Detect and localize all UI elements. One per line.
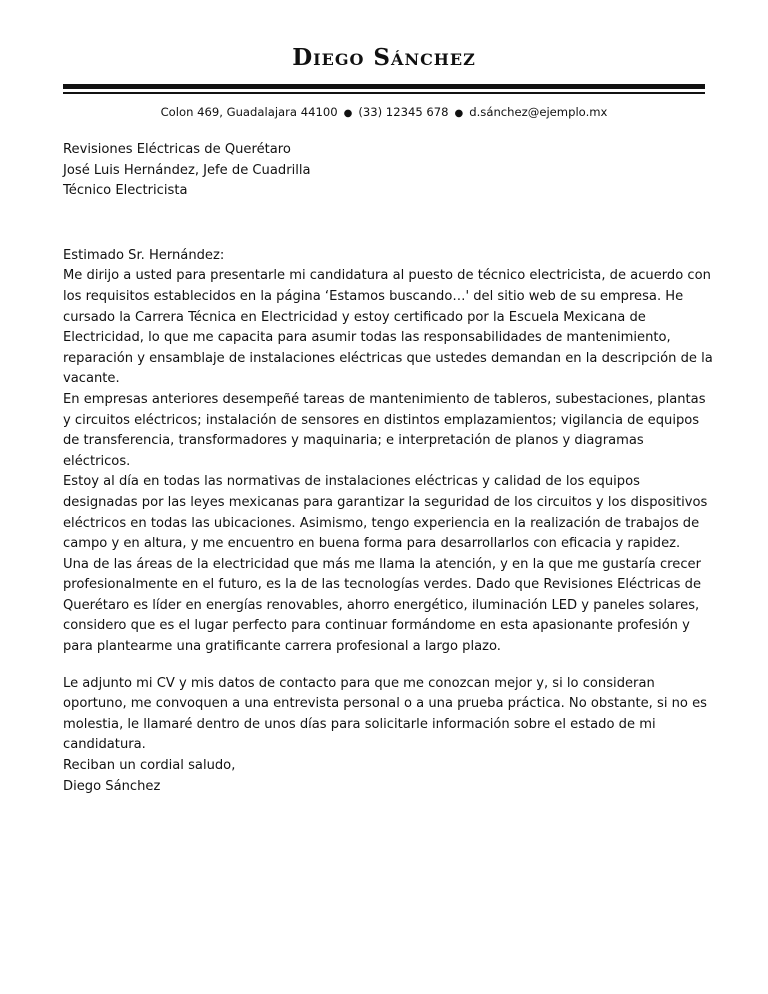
contact-address: Colon 469, Guadalajara 44100 (160, 105, 338, 119)
bullet-separator-icon: ● (454, 108, 464, 119)
paragraph-experience: En empresas anteriores desempeñé tareas de mantenimiento de tableros, subestaciones, plantas y circuitos eléctricos; instalación de sensores en distintos emplazamientos; vigilancia de equipos de transferencia, transformadores y maquinaria; e interpretación de planos y diagramas eléctricos. (63, 391, 706, 469)
signature-name: Diego Sánchez (63, 778, 161, 794)
paragraph-intro: Me dirijo a usted para presentarle mi candidatura al puesto de técnico electricista, de acuerdo con los requisitos establecidos en la página ‘Estamos buscando…' del sitio web de su empresa. He cursado la Carrera Técnica en Electricidad y estoy certificado por la Escuela Mexicana de Electricidad, lo que me capacita para asumir todas las responsabilidades de mantenimiento, reparación y ensamblaje de instalaciones eléctricas que ustedes demandan en la descripción de la vacante. (63, 268, 713, 387)
header-rule-thick (63, 84, 705, 89)
header-rule-thin (63, 92, 705, 94)
recipient-contact-person: José Luis Hernández, Jefe de Cuadrilla (63, 162, 311, 178)
letter-body (63, 140, 713, 797)
paragraph-closing-request: Le adjunto mi CV y mis datos de contacto para que me conozcan mejor y, si lo consideran oportuno, me convoquen a una entrevista personal o a una prueba práctica. No obstante, si no es molestia, le llamaré dentro de unos días para solicitarle información sobre el estado de mi candidatura. (63, 675, 707, 753)
recipient-position: Técnico Electricista (63, 183, 188, 199)
applicant-name: Diego Sánchez (292, 44, 476, 71)
closing-line: Reciban un cordial saludo, (63, 758, 236, 774)
paragraph-regulations: Estoy al día en todas las normativas de instalaciones eléctricas y calidad de los equipos designadas por las leyes mexicanas para garantizar la seguridad de los circuitos y los dispositivos eléctricos en todas las ubicaciones. Asimismo, tengo experiencia en la realización de trabajos de campo y en altura, y me encuentro en buena forma para desarrollarlos con eficacia y rapidez. (63, 474, 708, 552)
contact-email: d.sánchez@ejemplo.mx (469, 105, 608, 119)
salutation: Estimado Sr. Hernández: (63, 247, 225, 263)
recipient-company: Revisiones Eléctricas de Querétaro (63, 142, 291, 157)
bullet-separator-icon: ● (343, 108, 353, 119)
contact-line (0, 105, 768, 119)
paragraph-green-tech: Una de las áreas de la electricidad que más me llama la atención, y en la que me gustaría crecer profesionalmente en el futuro, es la de las tecnologías verdes. Dado que Revisiones Eléctricas de Querétaro es líder en energías renovables, ahorro energético, iluminación LED y paneles solares, considero que es el lugar perfecto para continuar formándome en esta apasionante profesión y para plantearme una gratificante carrera profesional a largo plazo. (63, 556, 702, 655)
recipient-block (63, 140, 713, 202)
contact-phone: (33) 12345 678 (358, 105, 449, 119)
